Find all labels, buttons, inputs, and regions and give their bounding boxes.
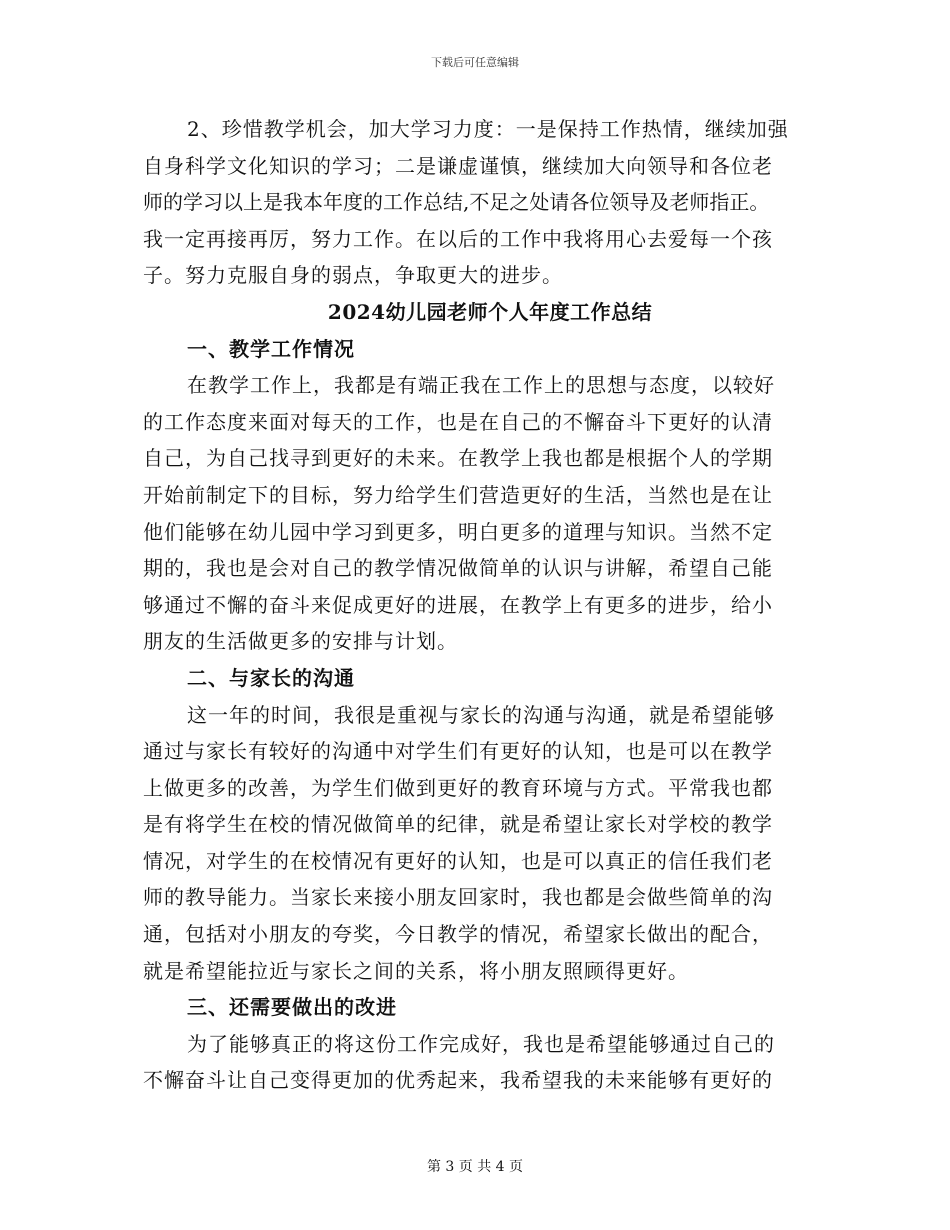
paragraph-line: 通过与家长有较好的沟通中对学生们有更好的认知，也是可以在教学 [143, 739, 773, 764]
section-heading-improvements: 三、还需要做出的改进 [187, 995, 397, 1020]
paragraph-line: 我一定再接再厉，努力工作。在以后的工作中我将用心去爱每一个孩 [143, 226, 773, 251]
paragraph-line: 这一年的时间，我很是重视与家长的沟通与沟通，就是希望能够 [187, 702, 775, 727]
paragraph-line: 子。努力克服自身的弱点，争取更大的进步。 [143, 263, 563, 288]
paragraph-line: 够通过不懈的奋斗来促成更好的进展，在教学上有更多的进步，给小 [143, 592, 773, 617]
paragraph-line: 师的教导能力。当家长来接小朋友回家时，我也都是会做些简单的沟 [143, 885, 773, 910]
paragraph-line: 2、珍惜教学机会，加大学习力度：一是保持工作热情，继续加强 [187, 117, 789, 141]
paragraph-line: 通，包括对小朋友的夸奖，今日教学的情况，希望家长做出的配合， [143, 922, 773, 947]
section-heading-teaching: 一、教学工作情况 [187, 336, 355, 361]
paragraph-line: 他们能够在幼儿园中学习到更多，明白更多的道理与知识。当然不定 [143, 519, 773, 544]
paragraph-line: 是有将学生在校的情况做简单的纪律，就是希望让家长对学校的教学 [143, 812, 773, 837]
paragraph-line: 师的学习以上是我本年度的工作总结,不足之处请各位领导及老师指正。 [143, 190, 770, 215]
paragraph-line: 就是希望能拉近与家长之间的关系，将小朋友照顾得更好。 [143, 958, 689, 983]
paragraph-line: 自己，为自己找寻到更好的未来。在教学上我也都是根据个人的学期 [143, 446, 773, 471]
paragraph-line: 期的，我也是会对自己的教学情况做简单的认识与讲解，希望自己能 [143, 556, 773, 581]
paragraph-line: 不懈奋斗让自己变得更加的优秀起来，我希望我的未来能够有更好的 [143, 1068, 773, 1093]
paragraph-line: 自身科学文化知识的学习；二是谦虚谨慎，继续加大向领导和各位老 [143, 153, 773, 178]
document-title: 2024幼儿园老师个人年度工作总结 [327, 299, 653, 324]
paragraph-line: 的工作态度来面对每天的工作，也是在自己的不懈奋斗下更好的认清 [143, 409, 773, 434]
paragraph-line: 上做更多的改善，为学生们做到更好的教育环境与方式。平常我也都 [143, 775, 773, 800]
header-note: 下载后可任意编辑 [431, 56, 519, 69]
document-body [143, 111, 823, 1099]
paragraph-line: 开始前制定下的目标，努力给学生们营造更好的生活，当然也是在让 [143, 482, 773, 507]
paragraph-line: 为了能够真正的将这份工作完成好，我也是希望能够通过自己的 [187, 1031, 775, 1056]
paragraph-line: 朋友的生活做更多的安排与计划。 [143, 629, 458, 654]
section-heading-parents: 二、与家长的沟通 [187, 665, 355, 690]
paragraph-line: 在教学工作上，我都是有端正我在工作上的思想与态度，以较好 [187, 373, 775, 398]
paragraph-line: 情况，对学生的在校情况有更好的认知，也是可以真正的信任我们老 [143, 848, 773, 873]
page-number: 第 3 页 共 4 页 [426, 1159, 524, 1175]
